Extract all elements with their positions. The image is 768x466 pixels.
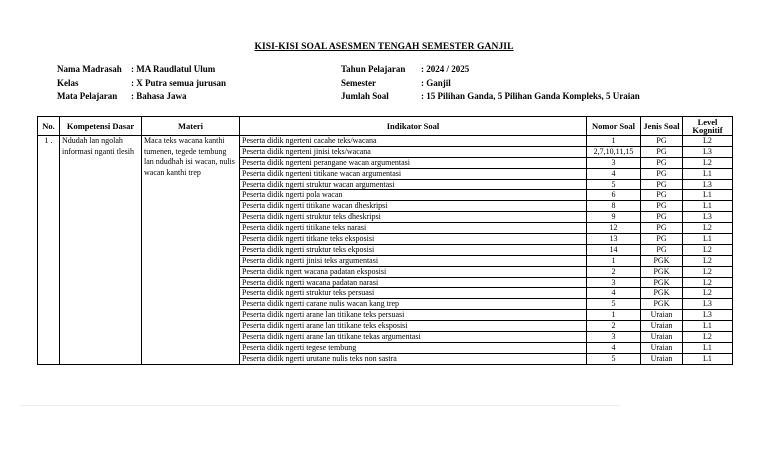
cell-level-kognitif: L2 (683, 332, 733, 343)
cell-nomor-soal: 1 (587, 136, 641, 147)
cell-jenis-soal: PG (641, 212, 683, 223)
cell-indikator: Peserta didik ngerti pola wacan (240, 190, 587, 201)
table-body (38, 136, 733, 365)
cell-jenis-soal: Uraian (641, 321, 683, 332)
cell-indikator: Peserta didik ngerti struktur teks ekposisi (240, 244, 587, 255)
cell-nomor-soal: 3 (587, 277, 641, 288)
document-title: KISI-KISI SOAL ASESMEN TENGAH SEMESTER GANJIL (254, 42, 514, 52)
info-label: Tahun Pelajaran (341, 64, 406, 74)
cell-level-kognitif: L1 (683, 353, 733, 364)
cell-jenis-soal: PG (641, 190, 683, 201)
cell-nomor-soal: 3 (587, 157, 641, 168)
cell-indikator: Peserta didik ngerti struktur teks dheskripsi (240, 212, 587, 223)
header-indikator-soal: Indikator Soal (240, 117, 587, 136)
info-left-block (57, 63, 226, 104)
cell-materi: Maca teks wacana kanthi tumenen, tegede tembung lan ndudhah isi wacan, nulis wacan kanthi trep (142, 136, 240, 365)
cell-nomor-soal: 4 (587, 288, 641, 299)
cell-nomor-soal: 2,7,10,11,15 (587, 146, 641, 157)
cell-level-kognitif: L1 (683, 190, 733, 201)
cell-jenis-soal: Uraian (641, 332, 683, 343)
cell-nomor-soal: 4 (587, 168, 641, 179)
kisi-kisi-table (37, 116, 733, 365)
info-label: Nama Madrasah (57, 64, 122, 74)
cell-jenis-soal: PG (641, 146, 683, 157)
cell-nomor-soal: 9 (587, 212, 641, 223)
info-right-block (341, 63, 640, 104)
cell-nomor-soal: 14 (587, 244, 641, 255)
cell-level-kognitif: L2 (683, 244, 733, 255)
info-label: Jumlah Soal (341, 91, 389, 101)
cell-level-kognitif: L2 (683, 157, 733, 168)
cell-level-kognitif: L3 (683, 146, 733, 157)
header-kompetensi-dasar: Kompetensi Dasar (60, 117, 142, 136)
cell-level-kognitif: L2 (683, 266, 733, 277)
cell-nomor-soal: 2 (587, 266, 641, 277)
cell-jenis-soal: PGK (641, 288, 683, 299)
cell-indikator: Peserta didik ngerteni perangane wacan argumentasi (240, 157, 587, 168)
cell-indikator: Peserta didik ngerti arane lan titikane teks persuasi (240, 310, 587, 321)
info-label: Kelas (57, 77, 79, 88)
info-row-mapel (57, 90, 226, 104)
cell-indikator: Peserta didik ngerti titikane teks narasi (240, 223, 587, 234)
cell-nomor-soal: 5 (587, 353, 641, 364)
cell-indikator: Peserta didik ngerti wacana padatan narasi (240, 277, 587, 288)
cell-jenis-soal: PGK (641, 299, 683, 310)
cell-level-kognitif: L1 (683, 201, 733, 212)
table-header-row (38, 117, 733, 136)
header-nomor-soal: Nomor Soal (587, 117, 641, 136)
cell-nomor-soal: 5 (587, 299, 641, 310)
cell-jenis-soal: PGK (641, 266, 683, 277)
header-jenis-soal: Jenis Soal (641, 117, 683, 136)
cell-nomor-soal: 6 (587, 190, 641, 201)
cell-level-kognitif: L2 (683, 288, 733, 299)
info-value: : MA Raudlatul Ulum (131, 64, 216, 74)
cell-level-kognitif: L2 (683, 223, 733, 234)
info-row-tahun (341, 63, 640, 77)
cell-level-kognitif: L1 (683, 321, 733, 332)
table-row (38, 136, 733, 147)
cell-jenis-soal: PGK (641, 255, 683, 266)
cell-nomor-soal: 4 (587, 342, 641, 353)
cell-indikator: Peserta didik ngerti struktur wacan argumentasi (240, 179, 587, 190)
cell-level-kognitif: L1 (683, 234, 733, 245)
cell-indikator: Peserta didik ngerti urutane nulis teks non sastra (240, 353, 587, 364)
cell-level-kognitif: L3 (683, 212, 733, 223)
info-value: : Ganjil (421, 77, 451, 88)
cell-level-kognitif: L2 (683, 255, 733, 266)
cell-indikator: Peserta didik ngerti arane lan titikane teks eksposisi (240, 321, 587, 332)
cell-level-kognitif: L2 (683, 136, 733, 147)
info-value: : 2024 / 2025 (421, 64, 470, 74)
info-value: : X Putra semua jurusan (131, 77, 227, 88)
cell-nomor-soal: 5 (587, 179, 641, 190)
info-row-madrasah (57, 63, 226, 77)
cell-kompetensi-dasar: Ndudah lan ngolah informasi nganti tlesih (60, 136, 142, 365)
info-label: Mata Pelajaran (57, 91, 118, 101)
cell-nomor-soal: 8 (587, 201, 641, 212)
cell-jenis-soal: PG (641, 136, 683, 147)
header-no: No. (38, 117, 60, 136)
cell-indikator: Peserta didik ngerti arane lan titikane tekas argumentasi (240, 332, 587, 343)
cell-jenis-soal: PG (641, 223, 683, 234)
cell-indikator: Peserta didik ngerti titikane wacan dheskripsi (240, 201, 587, 212)
cell-nomor-soal: 12 (587, 223, 641, 234)
cell-level-kognitif: L3 (683, 179, 733, 190)
cell-level-kognitif: L3 (683, 310, 733, 321)
cell-jenis-soal: PG (641, 157, 683, 168)
cell-jenis-soal: PG (641, 234, 683, 245)
info-value: : 15 Pilihan Ganda, 5 Pilihan Ganda Kompleks, 5 Uraian (421, 91, 640, 101)
cell-nomor-soal: 1 (587, 255, 641, 266)
cell-indikator: Peserta didik ngerteni titikane wacan argumentasi (240, 168, 587, 179)
cell-jenis-soal: PG (641, 168, 683, 179)
cell-jenis-soal: Uraian (641, 342, 683, 353)
info-value: : Bahasa Jawa (131, 91, 187, 101)
info-row-jumlah (341, 90, 640, 104)
info-row-kelas (57, 77, 226, 91)
info-row-semester (341, 77, 640, 91)
cell-level-kognitif: L2 (683, 277, 733, 288)
cell-no: 1 . (38, 136, 60, 365)
cell-indikator: Peserta didik ngerti carane nulis wacan kang trep (240, 299, 587, 310)
cell-jenis-soal: PG (641, 179, 683, 190)
cell-nomor-soal: 13 (587, 234, 641, 245)
header-level-kognitif: Level Kognitif (683, 117, 733, 136)
cell-indikator: Peserta didik ngerti struktur teks persuasi (240, 288, 587, 299)
info-label: Semester (341, 77, 376, 88)
cell-jenis-soal: PG (641, 201, 683, 212)
cell-level-kognitif: L1 (683, 342, 733, 353)
cell-indikator: Peserta didik ngerteni cacahe teks/wacana (240, 136, 587, 147)
cell-nomor-soal: 1 (587, 310, 641, 321)
cell-jenis-soal: PGK (641, 277, 683, 288)
cell-nomor-soal: 3 (587, 332, 641, 343)
cell-indikator: Peserta didik ngerteni jinisi teks/wacana (240, 146, 587, 157)
cell-indikator: Peserta didik ngerti tegese tembung (240, 342, 587, 353)
cell-jenis-soal: Uraian (641, 353, 683, 364)
header-materi: Materi (142, 117, 240, 136)
cell-indikator: Peserta didik ngerti jinisi teks argumentasi (240, 255, 587, 266)
cell-indikator: Peserta didik ngert wacana padatan eksposisi (240, 266, 587, 277)
cell-level-kognitif: L3 (683, 299, 733, 310)
cell-level-kognitif: L1 (683, 168, 733, 179)
cell-jenis-soal: PG (641, 244, 683, 255)
cell-jenis-soal: Uraian (641, 310, 683, 321)
cell-indikator: Peserta didik ngerti titkane teks eksposisi (240, 234, 587, 245)
divider (20, 405, 620, 406)
cell-nomor-soal: 2 (587, 321, 641, 332)
